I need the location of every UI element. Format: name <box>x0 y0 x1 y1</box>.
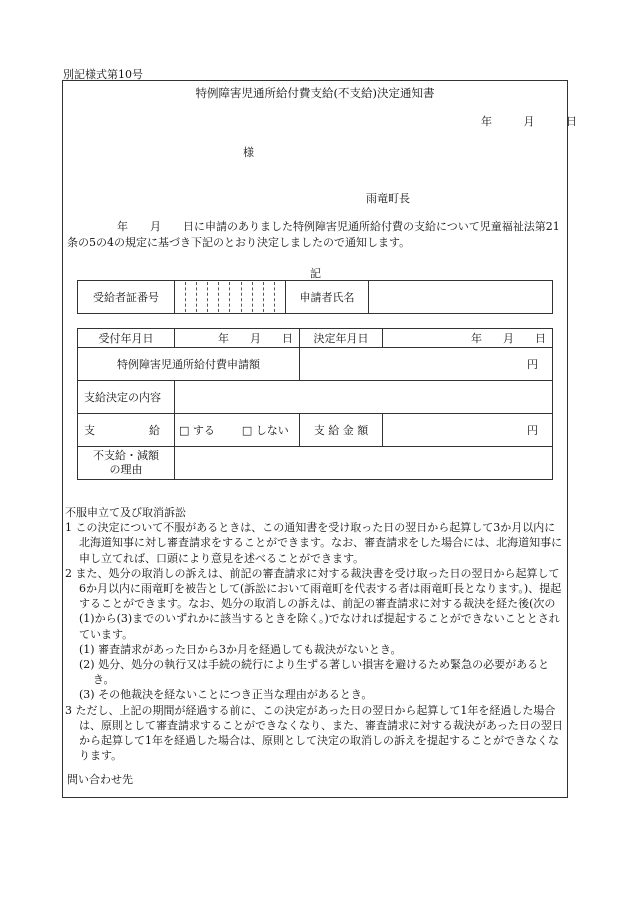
appeal-section <box>65 505 565 763</box>
pay-option-yes[interactable]: □ する <box>179 424 215 437</box>
notice-body <box>67 219 563 251</box>
decided-label: 決定年月日 <box>300 329 383 348</box>
decided-date[interactable]: 年 月 日 <box>383 329 553 348</box>
pay-label: 支 給 <box>78 414 175 447</box>
issue-day: 日 <box>566 115 577 128</box>
recipient-suffix: 様 <box>243 146 254 159</box>
received-date[interactable]: 年 月 日 <box>175 329 300 348</box>
claim-amount[interactable]: 円 <box>300 348 553 381</box>
certificate-table <box>77 280 553 314</box>
body-year: 年 <box>117 220 128 233</box>
appeal-paragraph-1: 1 この決定について不服があるときは、この通知書を受け取った日の翌日から起算して3か月以内に北海道知事に対し審査請求をすることができます。なお、審査請求をした場合には、北海道知事に申し立てれば、口頭により意見を述べることができます。 <box>65 521 563 565</box>
form-number: 別記様式第10号 <box>63 68 143 81</box>
contact-label: 問い合わせ先 <box>67 773 133 786</box>
received-label: 受付年月日 <box>78 329 175 348</box>
reason-field[interactable] <box>175 447 553 480</box>
appeal-heading: 不服申立て及び取消訴訟 <box>65 506 186 519</box>
notice-frame <box>62 80 577 798</box>
body-month: 月 <box>150 220 161 233</box>
ki-heading: 記 <box>310 267 321 280</box>
issue-year: 年 <box>481 115 492 128</box>
appeal-item-2: (2) 処分、処分の執行又は手続の続行により生ずる著しい損害を避けるため緊急の必要があるとき。 <box>79 658 550 687</box>
cert-label: 受給者証番号 <box>78 281 175 314</box>
appeal-paragraph-2: 2 また、処分の取消しの訴えは、前記の審査請求に対する裁決書を受け取った日の翌日から起算して6か月以内に雨竜町を被告として(訴訟において雨竜町を代表する者は雨竜町長となります。)、提起することができます。なお、処分の取消しの訴えは、前記の審査請求に対する裁決を経た後(次の(1)から(3)までのいずれかに該当するときを除く。)でなければ提起することができないこととされています。 <box>65 566 562 641</box>
claim-label: 特例障害児通所給付費申請額 <box>78 348 300 381</box>
issue-date <box>481 113 577 129</box>
amount-field[interactable]: 円 <box>383 414 553 447</box>
content-label: 支給決定の内容 <box>78 381 175 414</box>
amount-label: 支 給 金 額 <box>300 414 383 447</box>
decision-table <box>77 328 553 480</box>
body-text: 日に申請のありました特例障害児通所給付費の支給について児童福祉法第21条の5の4の規定に基づき下記のとおり決定しましたので通知します。 <box>67 220 560 249</box>
appeal-item-1: (1) 審査請求があった日から3か月を経過しても裁決がないとき。 <box>79 642 402 656</box>
document-title: 特例障害児通所給付費支給(不支給)決定通知書 <box>195 86 435 100</box>
cert-number-cells[interactable] <box>175 281 286 314</box>
pay-option-no[interactable]: □ しない <box>241 424 289 437</box>
pay-options[interactable] <box>175 414 300 447</box>
applicant-field[interactable] <box>369 281 553 314</box>
appeal-paragraph-3: 3 ただし、上記の期間が経過する前に、この決定があった日の翌日から起算して1年を経過した場合は、原則として審査請求することができなくなり、また、審査請求に対する裁決があった日の翌日から起算して1年を経過した場合は、原則として決定の取消しの訴えを提起することができなくなります。 <box>65 703 563 763</box>
content-field[interactable] <box>175 381 553 414</box>
issue-month: 月 <box>523 115 535 128</box>
appeal-item-3: (3) その他裁決を経ないことにつき正当な理由があるとき。 <box>79 688 373 702</box>
reason-label: 不支給・減額 の理由 <box>78 447 175 480</box>
issuer: 雨竜町長 <box>366 192 410 205</box>
applicant-label: 申請者氏名 <box>286 281 369 314</box>
